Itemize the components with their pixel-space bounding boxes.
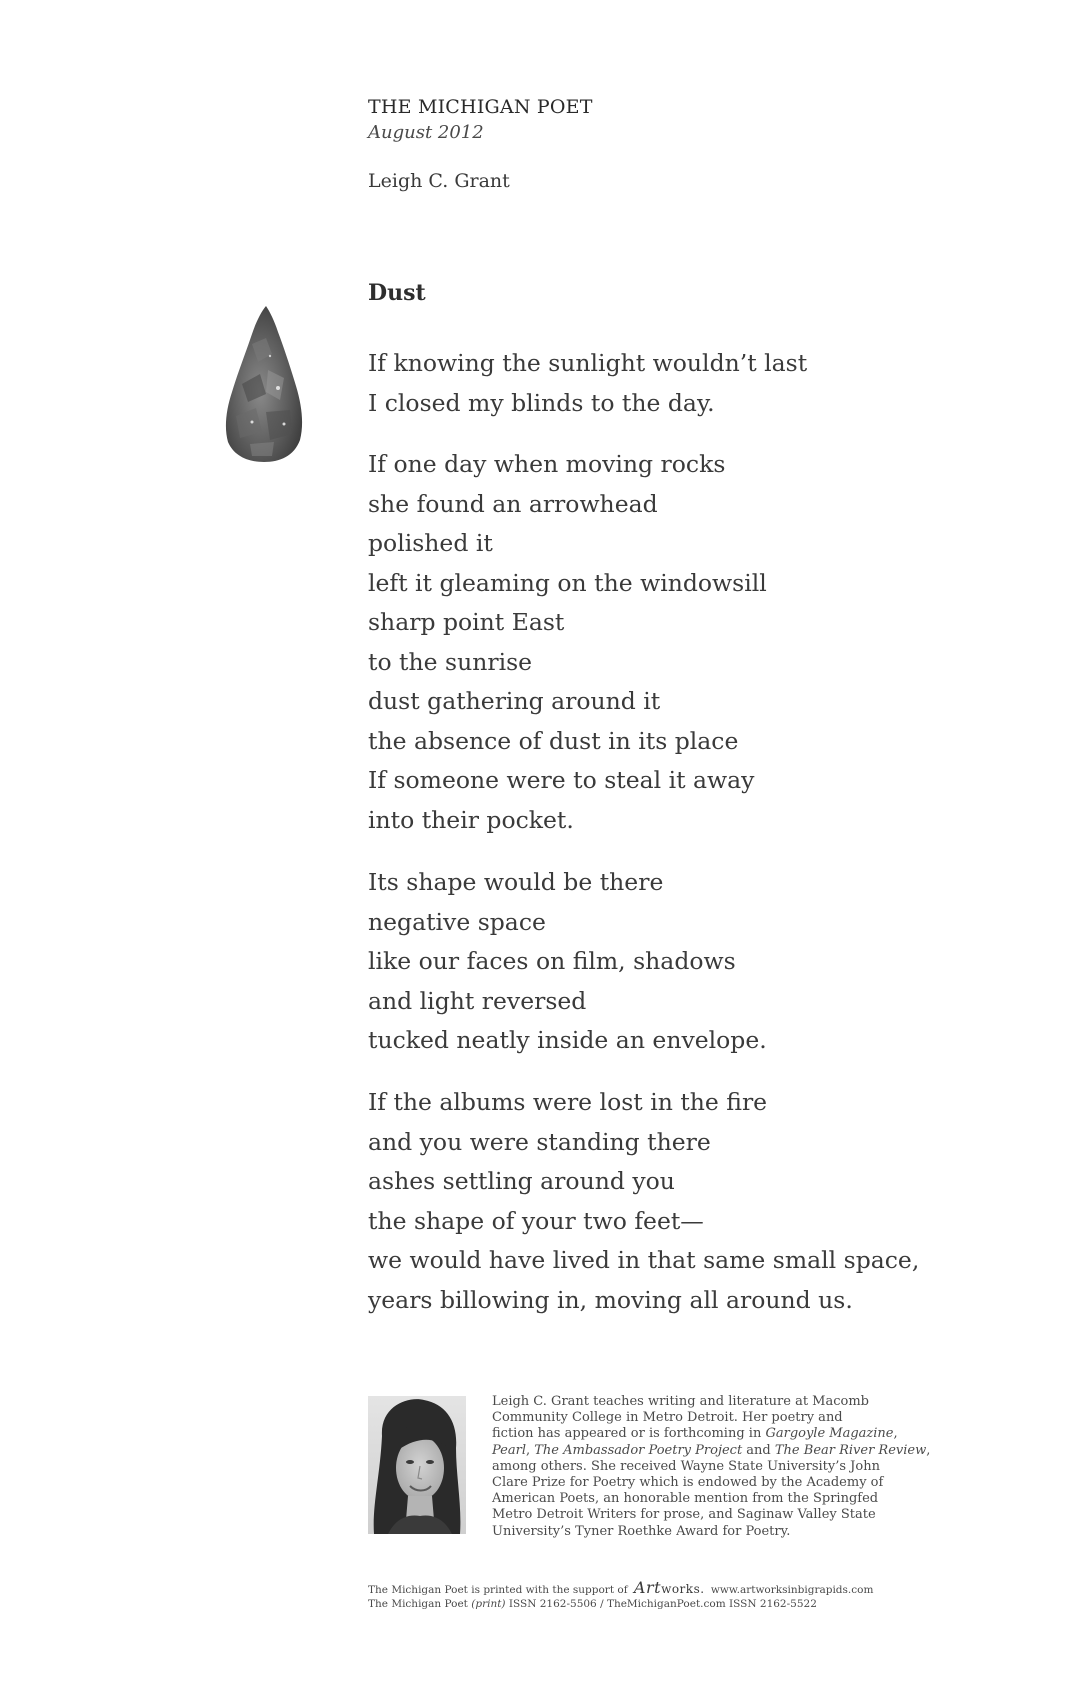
- poem-line: like our faces on film, shadows: [368, 947, 736, 975]
- bio-line: Clare Prize for Poetry which is endowed by the Academy of: [492, 1474, 884, 1490]
- publication-date: August 2012: [368, 122, 484, 143]
- bio-line: fiction has appeared or is forthcoming in Gargoyle Magazine,: [492, 1426, 898, 1442]
- stanza-1: [368, 344, 968, 423]
- poem-line: the shape of your two feet—: [368, 1206, 704, 1235]
- bio-line: Leigh C. Grant teaches writing and literature at Macomb: [492, 1394, 869, 1409]
- poem-line: and light reversed: [368, 986, 587, 1015]
- poem-line: If the albums were lost in the fire: [368, 1088, 768, 1116]
- poem-line: the absence of dust in its place: [368, 726, 739, 755]
- bio-line: Pearl, The Ambassador Poetry Project and The Bear River Review,: [492, 1442, 931, 1458]
- poem-line: ashes settling around you: [368, 1167, 675, 1195]
- poem-line: years billowing in, moving all around us.: [368, 1285, 853, 1314]
- poem-line: If one day when moving rocks: [368, 450, 726, 478]
- poem-line: she found an arrowhead: [368, 489, 658, 518]
- author-bio: [492, 1394, 931, 1540]
- poem-line: dust gathering around it: [368, 687, 661, 715]
- support-footer: [368, 1578, 873, 1597]
- publication-title: THE MICHIGAN POET: [368, 96, 593, 118]
- stanza-2: [368, 445, 968, 840]
- bio-line: American Poets, an honorable mention from the Springfed: [492, 1491, 879, 1507]
- issn-footer: The Michigan Poet (print) ISSN 2162-5506 / TheMichiganPoet.com ISSN 2162-5522: [368, 1598, 817, 1610]
- poem-line: If knowing the sunlight wouldn’t last: [368, 349, 808, 377]
- poem-line: to the sunrise: [368, 647, 533, 676]
- author-name: Leigh C. Grant: [368, 170, 510, 192]
- stanza-4: [368, 1083, 968, 1320]
- poem-line: I closed my blinds to the day.: [368, 388, 715, 417]
- bio-line: University’s Tyner Roethke Award for Poetry.: [492, 1523, 791, 1539]
- poem-line: Its shape would be there: [368, 868, 664, 896]
- arrowhead-image: [222, 304, 306, 464]
- poem-line: polished it: [368, 529, 493, 557]
- poem-line: left it gleaming on the windowsill: [368, 568, 767, 597]
- poem-line: sharp point East: [368, 608, 565, 636]
- stanza-3: [368, 863, 968, 1061]
- bio-line: Metro Detroit Writers for prose, and Saginaw Valley State: [492, 1507, 876, 1523]
- poem-line: and you were standing there: [368, 1127, 711, 1156]
- bio-line: Community College in Metro Detroit. Her poetry and: [492, 1410, 843, 1426]
- bio-line: among others. She received Wayne State University’s John: [492, 1458, 880, 1474]
- author-photo: [368, 1396, 466, 1534]
- support-text: The Michigan Poet is printed with the support of: [368, 1584, 628, 1596]
- poem-line: we would have lived in that same small space,: [368, 1246, 920, 1274]
- poem-line: If someone were to steal it away: [368, 766, 755, 794]
- artworks-website-link[interactable]: www.artworksinbigrapids.com: [710, 1584, 874, 1596]
- poem-line: negative space: [368, 907, 546, 936]
- poem-line: tucked neatly inside an envelope.: [368, 1026, 767, 1054]
- poem-line: into their pocket.: [368, 805, 574, 834]
- poem-title: Dust: [368, 280, 426, 306]
- artworks-logo: Artworks.: [633, 1578, 705, 1597]
